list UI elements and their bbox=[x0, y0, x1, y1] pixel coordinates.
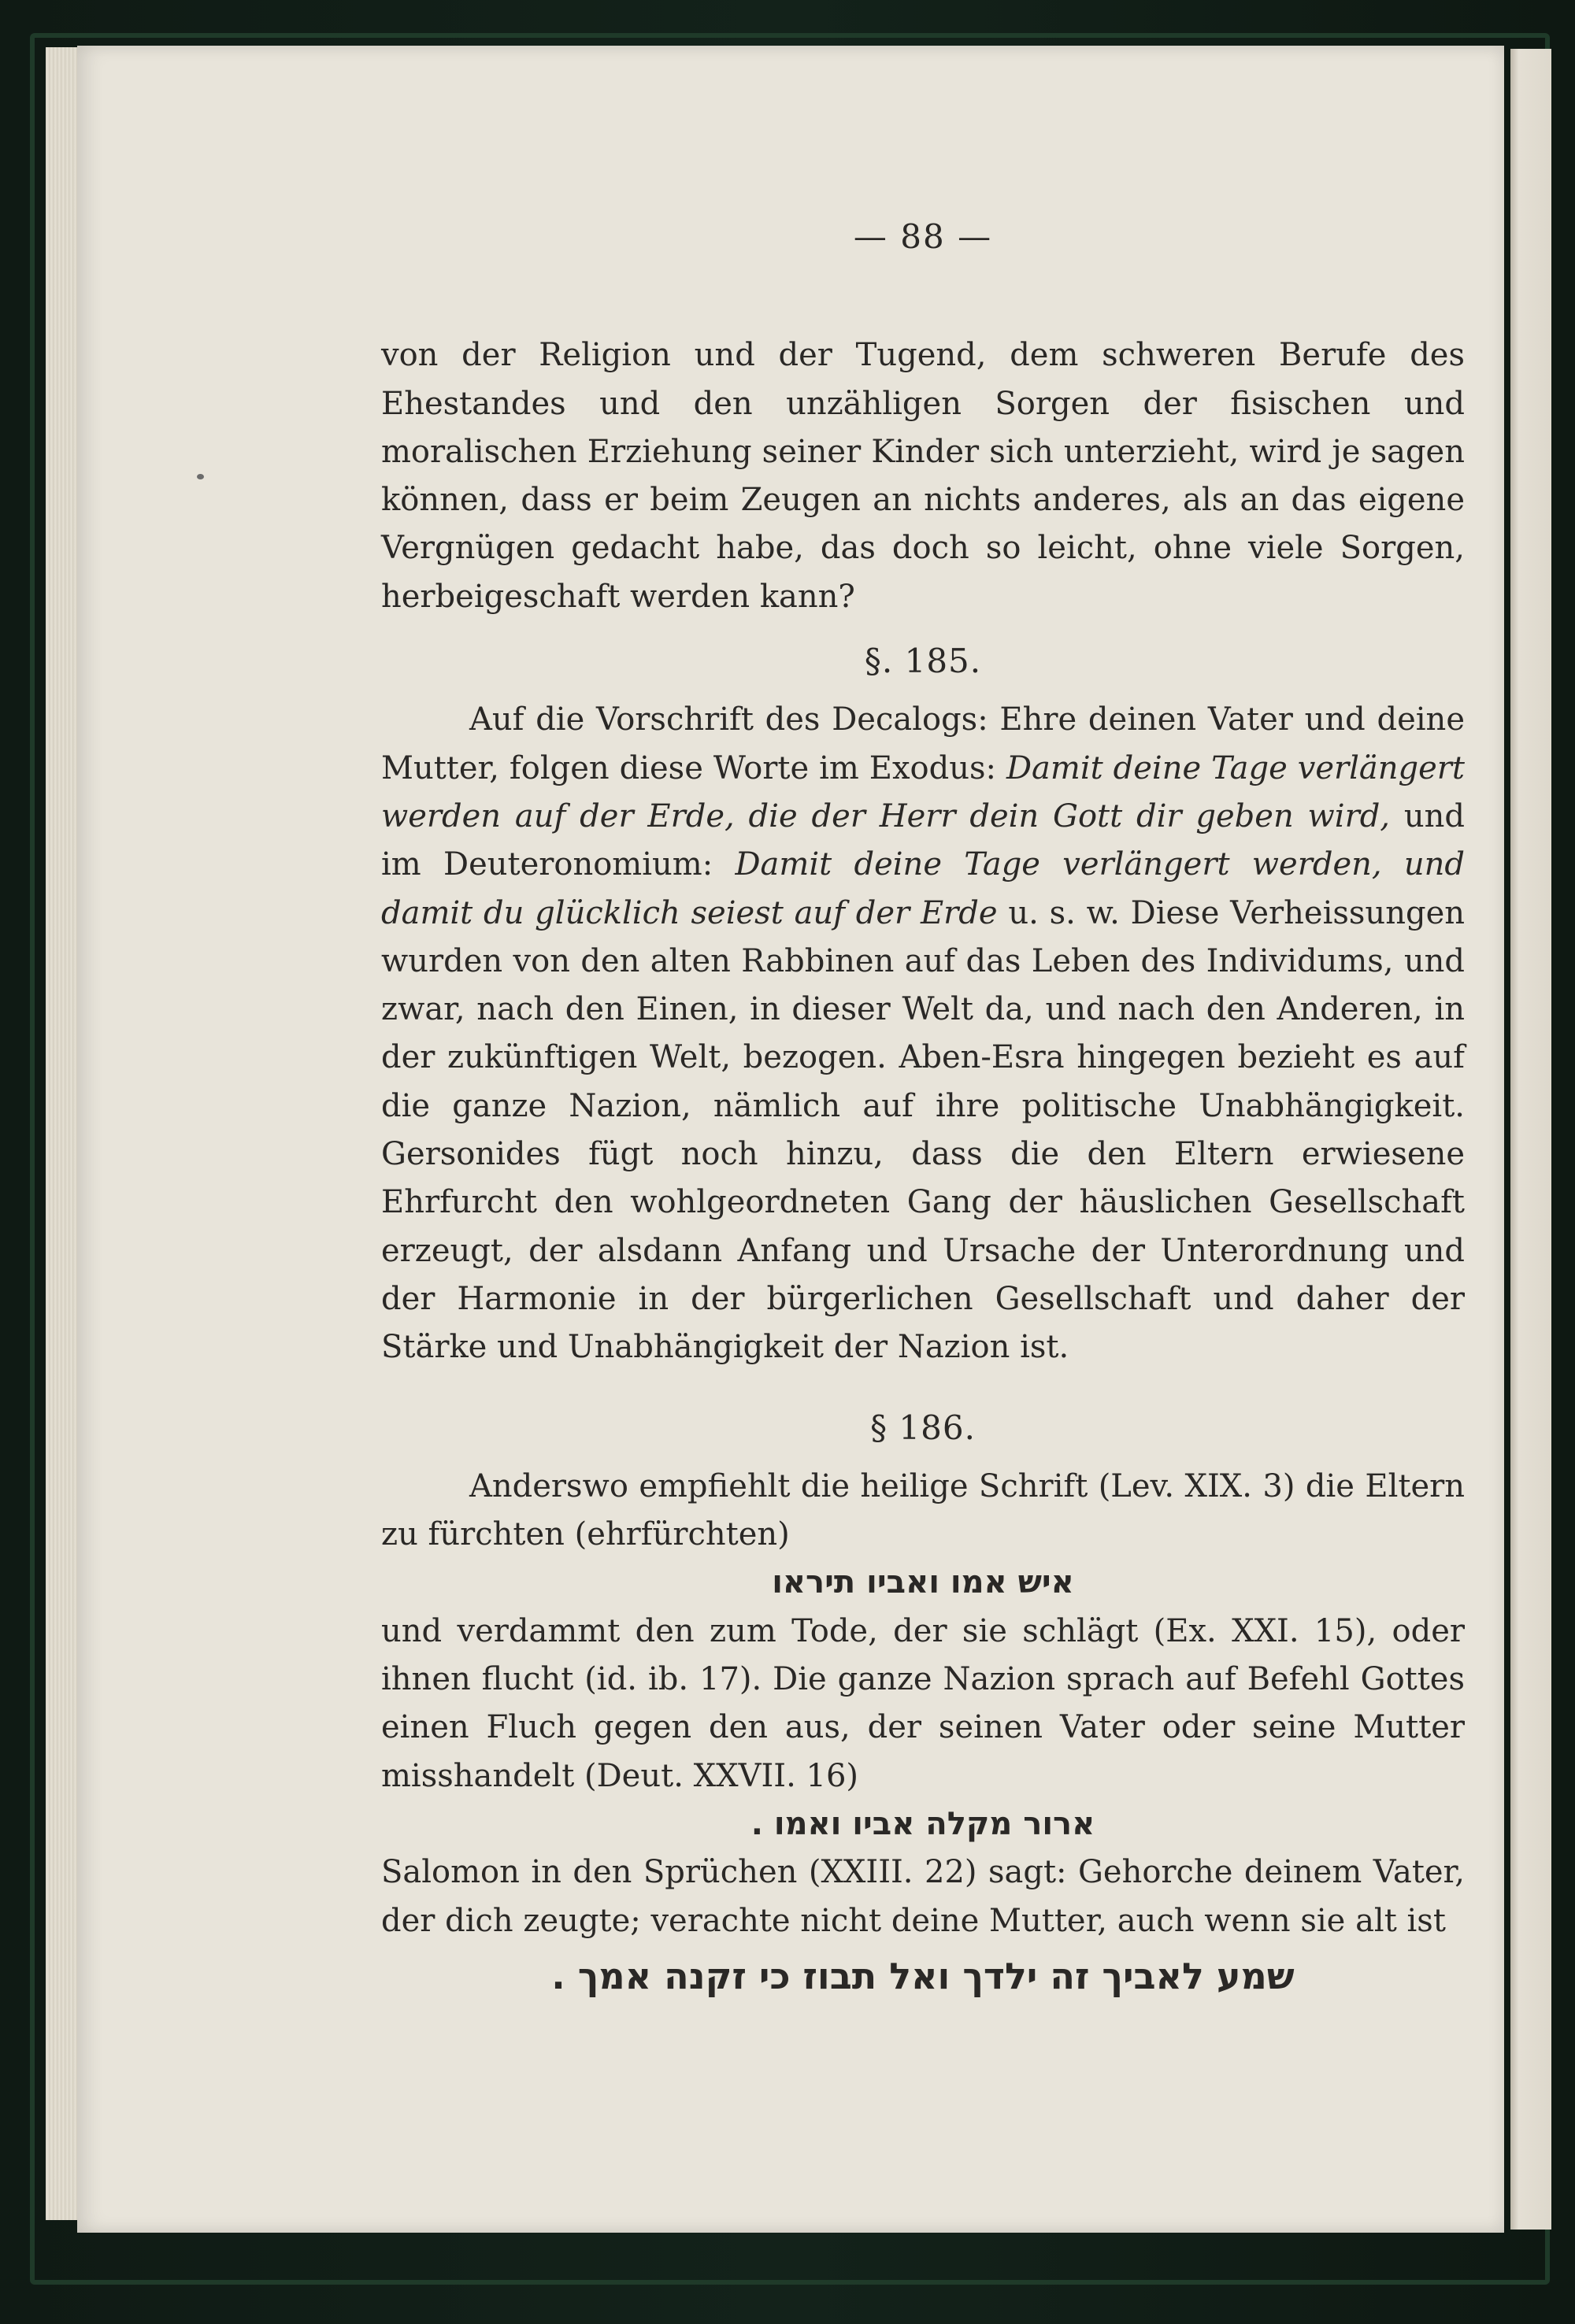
paragraph-continuation: von der Religion und der Tugend, dem schweren Berufe des Ehestandes und den unzähligen Sorgen der fisischen und moralischen Erziehung seiner Kinder sich unterzieht, wird je sagen können, dass er beim Zeugen an nichts anderes, als an das eigene Vergnügen gedacht habe, das doch so leicht, ohne viele Sorgen, herbeigeschaft werden kann? bbox=[381, 337, 1465, 615]
section-heading-185: §. 185. bbox=[864, 642, 982, 681]
hebrew-quote-2: ארור מקלה אביו ואמו . bbox=[750, 1805, 1095, 1842]
section-heading-186: § 186. bbox=[870, 1408, 976, 1447]
page-text bbox=[381, 213, 1465, 2004]
hebrew-quote-1: איש אמו ואביו תיראו bbox=[772, 1564, 1074, 1601]
next-page-edge bbox=[1510, 49, 1551, 2230]
page-number: — 88 — bbox=[853, 217, 993, 256]
paragraph-186-a: Anderswo empfiehlt die heilige Schrift (Lev. XIX. 3) die Eltern zu fürchten (ehrfürchten) bbox=[381, 1467, 1465, 1553]
ink-speck bbox=[197, 474, 204, 479]
paragraph-185 bbox=[381, 696, 1465, 1371]
italic-quote-exodus: Damit deine Tage verlängert werden auf der Erde, die der Herr dein Gott dir geben wird, bbox=[381, 749, 1466, 834]
text-run: u. s. w. Diese Verheissungen wurden von den alten Rabbinen auf das Leben des Individums, und zwar, nach den Einen, in dieser Welt da, und nach den Anderen, in der zukünftigen Welt, bezogen. Aben-Esra hingegen bezieht es auf die ganze Nazion, nämlich auf ihre politische Unabhängigkeit. Gersonides fügt noch hinzu, dass die den Eltern erwiesene Ehrfurcht den wohlgeordneten Gang der häuslichen Gesellschaft erzeugt, der alsdann Anfang und Ursache der Unterordnung und der Harmonie in der bürgerlichen Gesellschaft und daher der Stärke und Unabhängigkeit der Nazion ist. bbox=[381, 894, 1465, 1366]
text-run: und im Deuteronomium: bbox=[381, 797, 1465, 883]
paragraph-186-b: und verdammt den zum Tode, der sie schlägt (Ex. XXI. 15), oder ihnen flucht (id. ib. 17). Die ganze Nazion sprach auf Befehl Gottes einen Fluch gegen den aus, der seinen Vater oder seine Mutter misshandelt (Deut. XXVII. 16) bbox=[381, 1612, 1465, 1794]
italic-quote-deuteronomy: Damit deine Tage verlängert werden, und damit du glücklich seiest auf der Erde bbox=[381, 846, 1466, 931]
hebrew-quote-3: שמע לאביך זה ילדך ואל תבוז כי זקנה אמך . bbox=[551, 1954, 1295, 1997]
text-run: Auf die Vorschrift des Decalogs: Ehre deinen Vater und deine Mutter, folgen diese Worte im Exodus: bbox=[381, 701, 1465, 786]
paragraph-186-c: Salomon in den Sprüchen (XXIII. 22) sagt: Gehorche deinem Vater, der dich zeugte; verachte nicht deine Mutter, auch wenn sie alt ist bbox=[381, 1854, 1465, 1939]
